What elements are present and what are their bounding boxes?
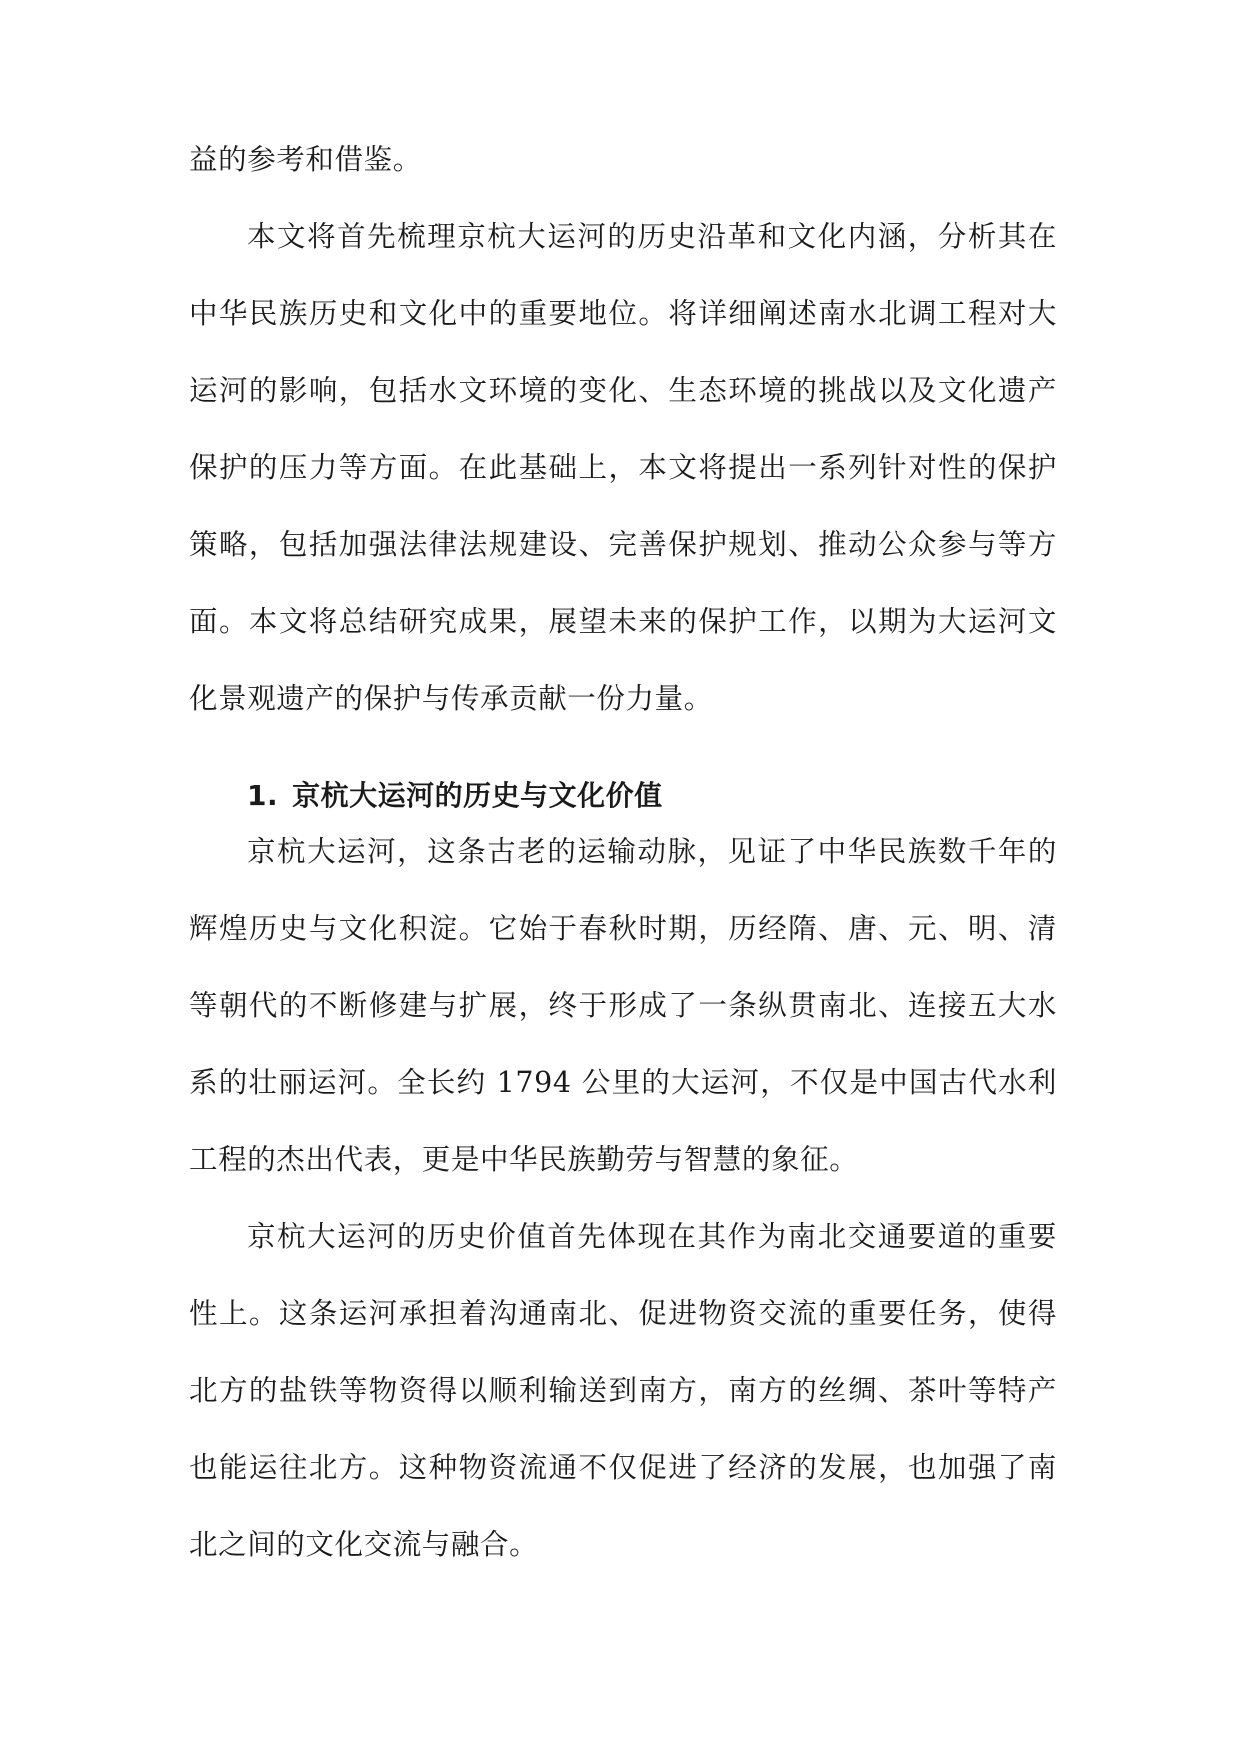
section-title: 京杭大运河的历史与文化价值 xyxy=(292,779,663,812)
paragraph-outline: 本文将首先梳理京杭大运河的历史沿革和文化内涵，分析其在中华民族历史和文化中的重要地位。将详细阐述南水北调工程对大运河的影响，包括水文环境的变化、生态环境的挑战以及文化遗产保护的压力等方面。在此基础上，本文将提出一系列针对性的保护策略，包括加强法律法规建设、完善保护规划、推动公众参与等方面。本文将总结研究成果，展望未来的保护工作，以期为大运河文化景观遗产的保护与传承贡献一份力量。 xyxy=(189,220,1057,715)
section-heading xyxy=(247,776,663,816)
paragraph-value: 京杭大运河的历史价值首先体现在其作为南北交通要道的重要性上。这条运河承担着沟通南北、促进物资交流的重要任务，使得北方的盐铁等物资得以顺利输送到南方，南方的丝绸、茶叶等特产也能运往北方。这种物资流通不仅促进了经济的发展，也加强了南北之间的文化交流与融合。 xyxy=(189,1220,1057,1561)
section-number: 1. xyxy=(247,779,279,812)
paragraph-history: 京杭大运河，这条古老的运输动脉，见证了中华民族数千年的辉煌历史与文化积淀。它始于春秋时期，历经隋、唐、元、明、清等朝代的不断修建与扩展，终于形成了一条纵贯南北、连接五大水系的壮丽运河。全长约 1794 公里的大运河，不仅是中国古代水利工程的杰出代表，更是中华民族勤劳与智慧的象征。 xyxy=(189,835,1057,1176)
paragraph-intro-tail: 益的参考和借鉴。 xyxy=(189,143,422,176)
